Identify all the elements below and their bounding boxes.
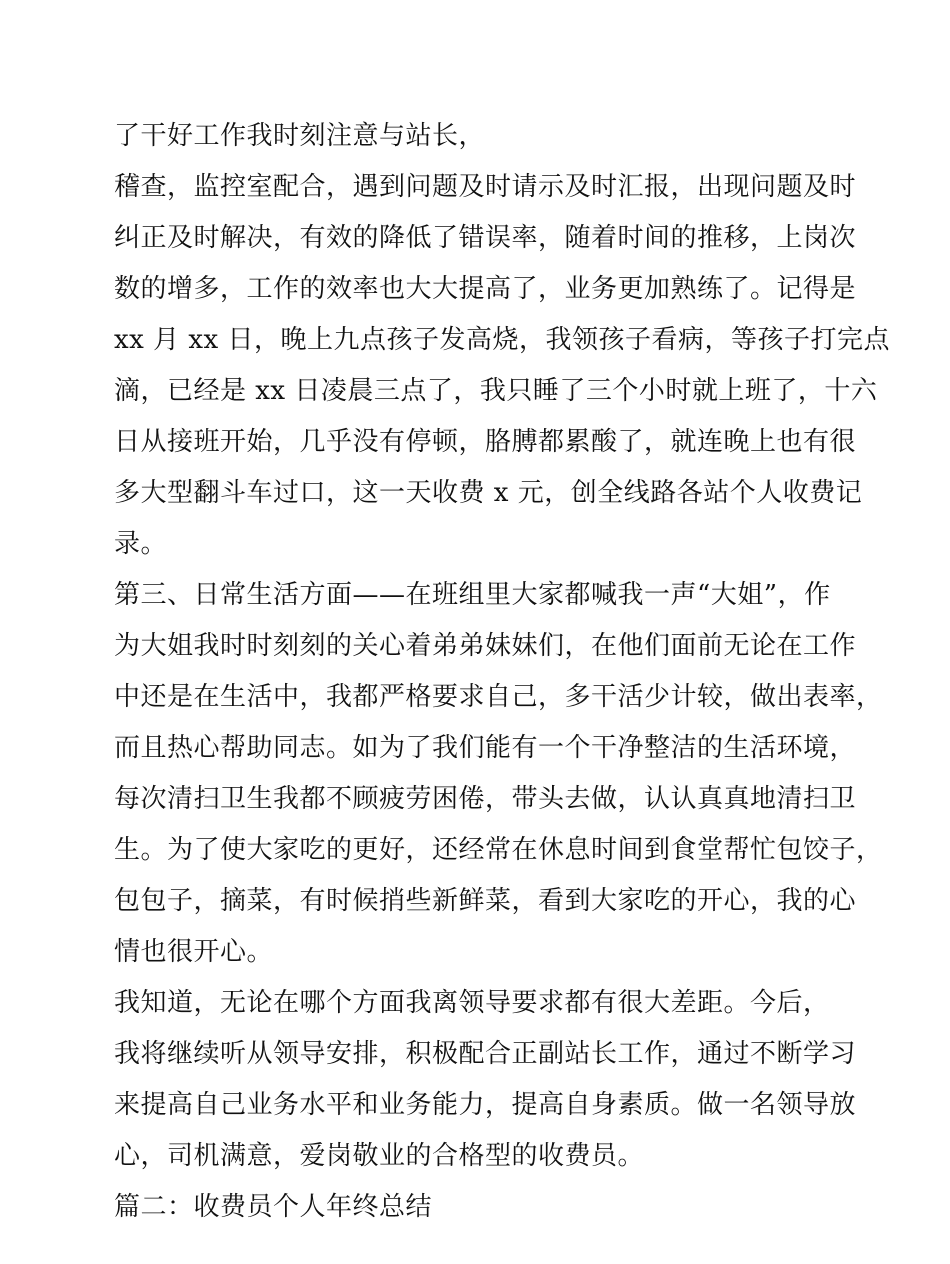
- text-line: 我将继续听从领导安排，积极配合正副站长工作，通过不断学习: [114, 1039, 857, 1069]
- text-line: 心，司机满意，爱岗敬业的合格型的收费员。: [114, 1141, 645, 1171]
- section-heading: 篇二：收费员个人年终总结: [114, 1192, 433, 1222]
- text-line: 数的增多，工作的效率也大大提高了，业务更加熟练了。记得是: [114, 274, 857, 304]
- text-line: 包包子，摘菜，有时候捎些新鲜菜，看到大家吃的开心，我的心: [114, 886, 857, 916]
- text-line: 第三、日常生活方面——在班组里大家都喊我一声“大姐”，作: [114, 580, 831, 610]
- text-line: 录。: [114, 529, 168, 559]
- text-line: 滴，已经是 xx 日凌晨三点了，我只睡了三个小时就上班了，十六: [114, 376, 878, 406]
- text-line: 多大型翻斗车过口，这一天收费 x 元，创全线路各站个人收费记: [114, 478, 863, 508]
- text-line: 日从接班开始，几乎没有停顿，胳膊都累酸了，就连晚上也有很: [114, 427, 857, 457]
- text-line: 中还是在生活中，我都严格要求自己，多干活少计较，做出表率，: [114, 682, 883, 712]
- text-line: 每次清扫卫生我都不顾疲劳困倦，带头去做，认认真真地清扫卫: [114, 784, 857, 814]
- text-line: 生。为了使大家吃的更好，还经常在休息时间到食堂帮忙包饺子，: [114, 835, 883, 865]
- text-line: 稽查，监控室配合，遇到问题及时请示及时汇报，出现问题及时: [114, 172, 857, 202]
- text-line: 为大姐我时时刻刻的关心着弟弟妹妹们，在他们面前无论在工作: [114, 631, 857, 661]
- text-line: 而且热心帮助同志。如为了我们能有一个干净整洁的生活环境，: [114, 733, 857, 763]
- text-line: 来提高自己业务水平和业务能力，提高自身素质。做一名领导放: [114, 1090, 857, 1120]
- text-line: 我知道，无论在哪个方面我离领导要求都有很大差距。今后，: [114, 988, 830, 1018]
- text-line: 了干好工作我时刻注意与站长，: [114, 121, 486, 151]
- text-line: 纠正及时解决，有效的降低了错误率，随着时间的推移，上岗次: [114, 223, 857, 253]
- text-line: xx 月 xx 日，晚上九点孩子发高烧，我领孩子看病，等孩子打完点: [114, 325, 890, 355]
- text-line: 情也很开心。: [114, 937, 274, 967]
